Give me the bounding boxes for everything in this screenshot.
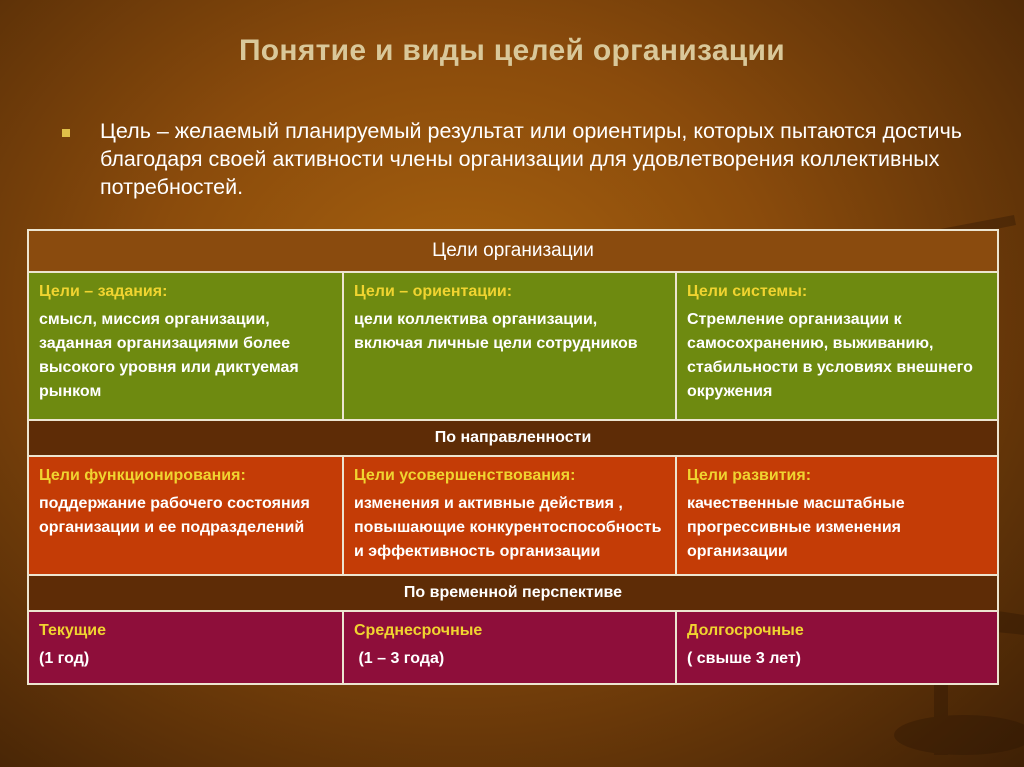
cell-label: Долгосрочные [687,622,804,639]
table-row [28,611,998,684]
cell-midterm [343,611,676,684]
cell-text: смысл, миссия организации, заданная организациями более высокого уровня или диктуемая рынком [39,311,299,400]
definition-text: Цель – желаемый планируемый результат или ориентиры, которых пытаются достичь благодаря своей активности члены организации для удовлетворения коллективных потребностей. [100,119,962,199]
cell-text: ( свыше 3 лет) [687,650,801,667]
cell-label: Цели развития: [687,467,812,484]
slide-title: Понятие и виды целей организации [238,34,786,67]
cell-text: поддержание рабочего состояния организации и ее подразделений [39,495,310,536]
cell-label: Среднесрочные [354,622,483,639]
cell-text: Стремление организации к самосохранению, выживанию, стабильности в условиях внешнего окружения [687,311,973,400]
cell-text: (1 год) [39,650,90,667]
cell-label: Цели системы: [687,283,808,300]
cell-goals-functioning [28,456,343,575]
cell-goals-development [676,456,998,575]
cell-goals-tasks [28,272,343,420]
cell-text: качественные масштабные прогрессивные изменения организации [687,495,905,560]
table-header: Цели организации [28,230,998,272]
cell-label: Цели функционирования: [39,467,246,484]
table-row [28,456,998,575]
goals-table [27,229,999,685]
definition-bullet [58,117,978,201]
cell-label: Цели – ориентации: [354,283,513,300]
cell-text: цели коллектива организации, включая личные цели сотрудников [354,311,638,352]
section-time: По временной перспективе [28,575,998,611]
cell-goals-improvement [343,456,676,575]
cell-goals-orientations [343,272,676,420]
table-row [28,272,998,420]
cell-current [28,611,343,684]
cell-text: изменения и активные действия , повышающие конкурентоспособность и эффективность организации [354,495,662,560]
section-direction: По направленности [28,420,998,456]
cell-label: Цели усовершенствования: [354,467,576,484]
cell-longterm [676,611,998,684]
cell-label: Текущие [39,622,107,639]
cell-goals-system [676,272,998,420]
cell-text: (1 – 3 года) [354,650,445,667]
bullet-square-icon [62,129,70,137]
cell-label: Цели – задания: [39,283,168,300]
